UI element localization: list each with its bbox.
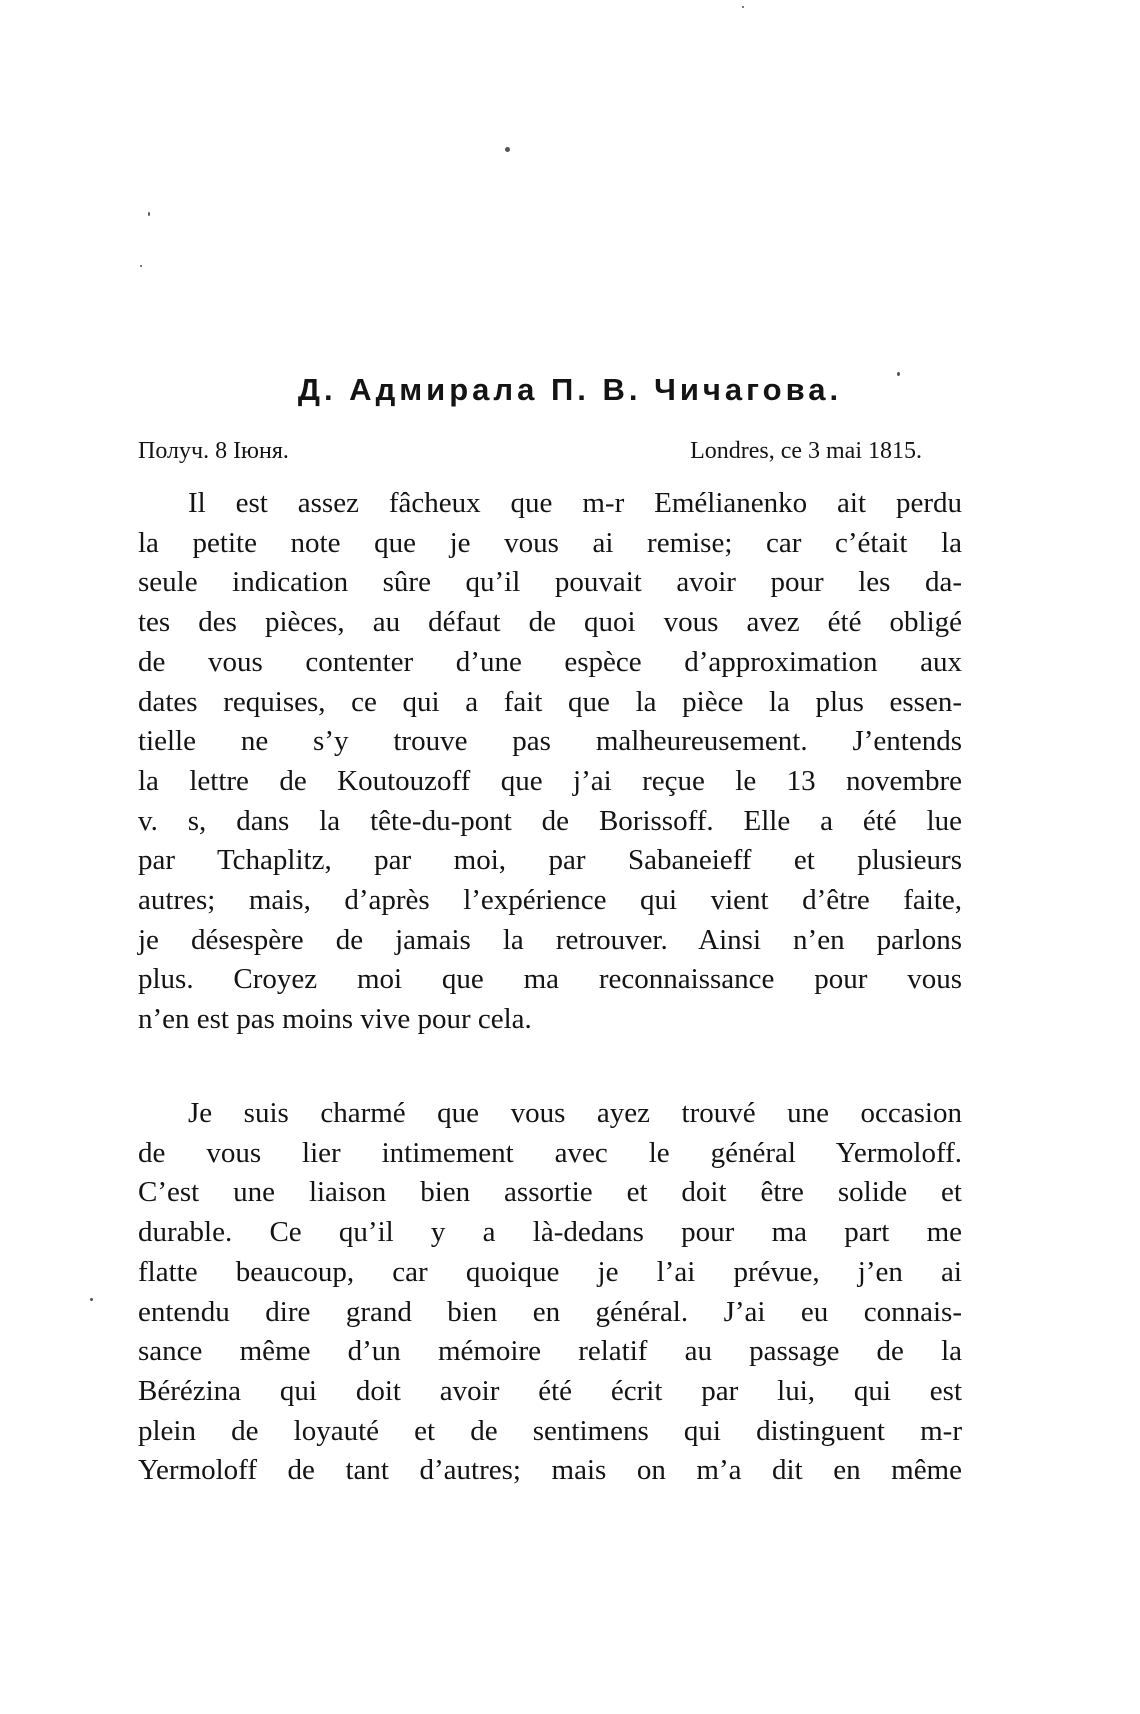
text-line: entendu dire grand bien en général. J’ai eu connais- (138, 1295, 962, 1328)
scan-speck (90, 1298, 93, 1301)
received-date: Получ. 8 Іюня. (138, 438, 289, 464)
place-and-date: Londres, ce 3 mai 1815. (690, 438, 922, 464)
text-line: Il est assez fâcheux que m-r Emélianenko ait perdu (188, 487, 962, 519)
text-line: je désespère de jamais la retrouver. Ainsi n’en parlons (138, 923, 962, 956)
text-line: plus. Croyez moi que ma reconnaissance pour vous (138, 963, 962, 996)
text-line: autres; mais, d’après l’expérience qui vient d’être faite, (138, 884, 962, 917)
scan-speck (742, 6, 744, 8)
scan-speck (148, 212, 150, 216)
text-line: Yermoloff de tant d’autres; mais on m’a dit en même (138, 1454, 962, 1487)
text-line: sance même d’un mémoire relatif au passage de la (138, 1335, 962, 1368)
text-line: v. s, dans la tête-du-pont de Borissoff. Elle a été lue (138, 804, 962, 837)
text-line: plein de loyauté et de sentimens qui distinguent m-r (138, 1414, 962, 1447)
text-line: tielle ne s’y trouve pas malheureusement. J’entends (138, 725, 962, 758)
text-line: la petite note que je vous ai remise; car c’était la (138, 526, 962, 559)
text-line: n’en est pas moins vive pour cela. (138, 1003, 532, 1036)
text-line: de vous contenter d’une espèce d’approximation aux (138, 645, 962, 678)
text-line: C’est une liaison bien assortie et doit être solide et (138, 1176, 962, 1209)
scan-speck (140, 265, 142, 267)
text-line: par Tchaplitz, par moi, par Sabaneieff et plusieurs (138, 844, 962, 877)
text-line: seule indication sûre qu’il pouvait avoir pour les da- (138, 566, 962, 599)
text-line: Je suis charmé que vous ayez trouvé une occasion (188, 1097, 962, 1129)
scan-speck (505, 147, 510, 152)
text-line: durable. Ce qu’il y a là-dedans pour ma part me (138, 1216, 962, 1249)
paragraph-2 (138, 1094, 962, 1491)
letter-heading: Д. Адмирала П. В. Чичагова. (297, 372, 843, 407)
paragraph-1 (138, 484, 962, 1040)
text-line: Bérézina qui doit avoir été écrit par lui, qui est (138, 1374, 962, 1407)
text-line: tes des pièces, au défaut de quoi vous avez été obligé (138, 606, 962, 639)
text-line: la lettre de Koutouzoff que j’ai reçue le 13 novembre (138, 764, 962, 797)
text-line: de vous lier intimement avec le général Yermoloff. (138, 1136, 962, 1169)
text-line: dates requises, ce qui a fait que la pièce la plus essen- (138, 685, 962, 718)
text-line: flatte beaucoup, car quoique je l’ai prévue, j’en ai (138, 1255, 962, 1288)
